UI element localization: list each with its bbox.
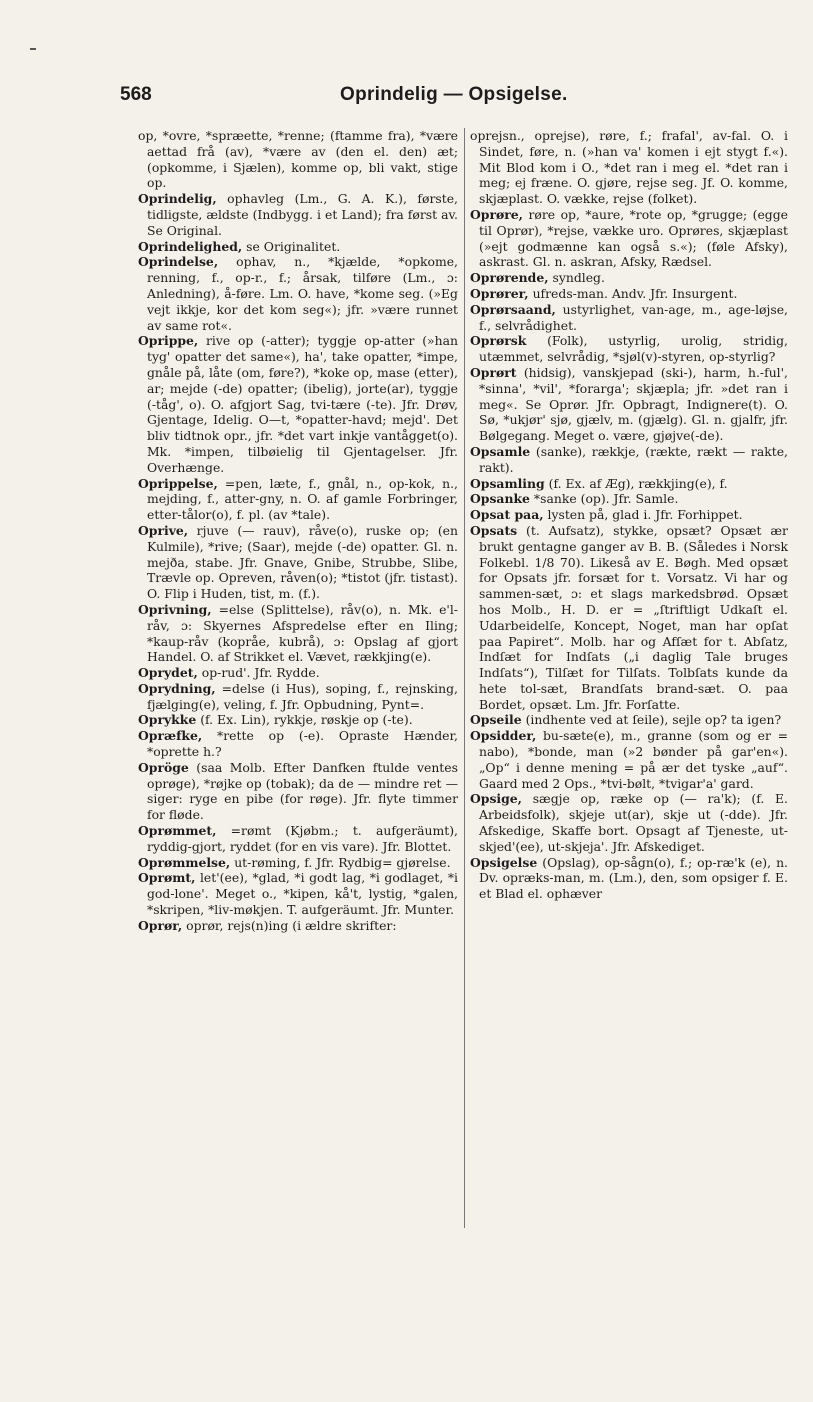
dictionary-entry — [470, 791, 788, 854]
entry-definition: (saa Molb. Efter Danfken ftulde ventes oprøge), *røjke op (tobak); da de — mindre ret — siger: ryge en pibe (for røge). Jfr. flyte timmer for fløde. — [147, 759, 458, 823]
entry-headword: Opsanke — [470, 491, 530, 507]
entry-definition: ut-røming, f. Jfr. Rydbig= gjørelse. — [234, 854, 451, 870]
entry-definition: *sanke (op). Jfr. Samle. — [533, 491, 679, 507]
entry-headword: Opsamling — [470, 475, 545, 491]
entry-headword: Oprører, — [470, 285, 529, 301]
entry-definition: bu-sæte(e), m., granne (som og er = nabo), *bonde, man (»2 bønder på gar'en«). „Op“ i denne mening = på ær det tyske „auf“. Gaard med 2 Ops., *tvi-bølt, *tvigar'a' gard. — [479, 728, 788, 791]
dictionary-entry — [138, 254, 458, 333]
dictionary-entry — [138, 855, 458, 871]
entry-headword: Opsige, — [470, 791, 523, 807]
entry-headword: Opröge — [138, 759, 189, 775]
entry-definition: syndleg. — [552, 270, 605, 286]
entry-headword: Opræfke, — [138, 728, 203, 744]
dictionary-entry — [470, 286, 788, 302]
dictionary-entry — [470, 365, 788, 444]
entry-definition: se Originalitet. — [246, 238, 341, 254]
entry-definition: sægje op, ræke op (— ra'k); (f. E. Arbeidsfolk), skjeje ut(ar), skje ut (-dde). Jfr. Afskedige, Skaffe bort. Opsagt af Tjeneste, ut-skjed'(ee), ut-skjeja'. Jfr. Afskediget. — [479, 791, 788, 854]
entry-definition: oprør, rejs(n)ing (i ældre skrifter: — [186, 917, 397, 933]
dictionary-entry — [470, 712, 788, 728]
entry-headword: Oprømt, — [138, 870, 196, 886]
entry-definition: =rømt (Kjøbm.; t. aufgeräumt), ryddig-gjort, ryddet (for en vis vare). Jfr. Blottet. — [147, 823, 458, 854]
entry-headword: Oprippe, — [138, 333, 199, 349]
entry-definition: op, *ovre, *spræette, *renne; (ftamme fra), *være aettad frå (av), *være av (den el. den) æt; (opkomme, i Sjælen), komme op, bli vakt, stige op. — [138, 128, 458, 191]
entry-headword: Oprippelse, — [138, 475, 218, 491]
entry-headword: Oprørt — [470, 364, 517, 380]
entry-definition: lysten på, glad i. Jfr. Forhippet. — [547, 507, 743, 523]
entry-definition: =else (Splittelse), råv(o), n. Mk. e'l-råv, ɔ: Skyernes Afspredelse efter en Iling; *kaup-råv (kopråe, kubrå), ɔ: Opslag af gjort Handel. O. af Strikket el. Vævet, rækkjing(e). — [147, 601, 458, 665]
entry-definition: (Folk), ustyrlig, urolig, stridig, utæmmet, selvrådig, *sjøl(v)-styren, op-styrlig? — [479, 333, 788, 365]
dictionary-entry — [138, 128, 458, 191]
entry-headword: Oprømmet, — [138, 823, 217, 839]
entry-definition: let'(ee), *glad, *i godt lag, *i godlaget, *i god-lone'. Meget o., *kipen, kå't, lystig, *galen, *skripen, *liv-møkjen. T. aufgeräumt. Jfr. Munter. — [147, 870, 458, 918]
entry-headword: Oprindelighed, — [138, 238, 243, 254]
column-divider — [464, 128, 465, 1228]
dictionary-entry — [138, 665, 458, 681]
entry-definition: ustyrlighet, van-age, m., age-løjse, f., selvrådighet. — [479, 301, 788, 333]
entry-headword: Oprydning, — [138, 680, 216, 696]
dictionary-entry — [138, 602, 458, 665]
entry-headword: Oprivning, — [138, 601, 212, 617]
entry-headword: Oprørsaand, — [470, 301, 556, 317]
dictionary-entry — [470, 728, 788, 791]
entry-definition: (f. Ex. Lin), rykkje, røskje op (-te). — [200, 712, 413, 728]
dictionary-entry — [470, 491, 788, 507]
entry-definition: (hidsig), vanskjepad (ski-), harm, h.-ful', *sinna', *vil', *forarga'; skjæpla; jfr. »det ran i meg«. Se Oprør. Jfr. Opbragt, Indignere(t). O. Sø, *ukjør' sjø, gjælv, m. (gjælg). Gl. n. gjalfr, jfr. Bølgegang. Meget o. være, gjøjve(-de). — [479, 364, 788, 444]
dictionary-entry — [138, 712, 458, 728]
entry-headword: Oprive, — [138, 522, 189, 538]
entry-definition: (Opslag), op-sågn(o), f.; op-ræ'k (e), n. Dv. opræks-man, m. (Lm.), den, som opsiger f. E. et Blad el. ophæver — [479, 854, 788, 902]
entry-headword: Opsigelse — [470, 854, 538, 870]
entry-definition: ophavleg (Lm., G. A. K.), første, tidligste, ældste (Indbygg. i et Land); fra først av. Se Original. — [147, 191, 458, 238]
entry-definition: (t. Aufsatz), stykke, opsæt? Opsæt ær brukt gentagne ganger av B. B. (Således i Norsk Folkebl. 1/8 70). Likeså av E. Bøgh. Med opsæt for Opsats jfr. forsæt for t. Vorsatz. Vi har og sammen-sæt, ɔ: et slags markedsbrød. Opsæt hos Molb., H. D. er = „ſtriftligt Udkaſt el. Udarbeidelſe, Koncept, Noget, man har opſat paa Papiret“. Molb. har og Afſæt for t. Abſatz, Indſæt for Indſats („i daglig Tale bruges Indſats“), Tilſæt for Tilſats. Tolbſats kunde da hete tol-sæt, Brandſats brand-sæt. O. paa Bordet, opsæt. Lm. Jfr. Forſatte. — [479, 522, 788, 712]
right-column — [470, 128, 788, 902]
entry-headword: Oprøre, — [470, 206, 523, 222]
entry-definition: ufreds-man. Andv. Jfr. Insurgent. — [532, 285, 738, 301]
page-mark — [30, 48, 36, 50]
entry-definition: =pen, læte, f., gnål, n., op-kok, n., mejding, f., atter-gny, n. O. af gamle Forbringer, etter-tålor(o), f. pl. (av *tale). — [147, 475, 458, 523]
entry-definition: ophav, n., *kjælde, *opkome, renning, f., op-r., f.; årsak, tilføre (Lm., ɔ: Anledning), å-føre. Lm. O. have, *kome seg. (»Eg vejt ikkje, kor det kom seg«); jfr. »være runnet av same rot«. — [147, 254, 458, 333]
entry-definition: *rette op (-e). Opraste Hænder, *oprette h.? — [147, 728, 458, 760]
dictionary-entry — [138, 333, 458, 475]
dictionary-entry — [470, 270, 788, 286]
entry-definition: rive op (-atter); tyggje op-atter (»han tyg' opatter det same«), ha', take opatter, *impe, gnåle på, låte (om, føre?), *koke op, mase (etter), ar; mejde (-de) opatter; (ibelig), jorte(ar), tyggje (-tåg', o). O. afgjort Sag, tvi-tære (-te). Jfr. Drøv, Gjentage, Idelig. O—t, *opatter-havd; mejd'. Det bliv tidtnok opr., jfr. *det vart inkje vantågget(o). Mk. *impen, tilbøielig til Gjentagelser. Jfr. Overhænge. — [147, 333, 458, 475]
entry-headword: Oprør, — [138, 917, 183, 933]
entry-headword: Oprydet, — [138, 665, 198, 681]
entry-headword: Opsat paa, — [470, 507, 544, 523]
entry-definition: (indhente ved at ſeile), sejle op? ta igen? — [525, 712, 782, 728]
dictionary-entry — [138, 239, 458, 255]
entry-definition: (f. Ex. af Æg), rækkjing(e), f. — [548, 475, 728, 491]
entry-headword: Oprindelig, — [138, 191, 217, 207]
dictionary-entry — [470, 128, 788, 207]
left-column — [138, 128, 458, 934]
entry-definition: oprejsn., oprejse), røre, f.; frafal', av-fal. O. i Sindet, føre, n. (»han va' komen i ejt stygt f.«). Mit Blod kom i O., *det ran i meg el. *det ran i meg; ej fræne. O. gjøre, rejse seg. Jf. O. komme, skjæplast. O. vække, rejse (folket). — [470, 128, 788, 207]
entry-definition: rjuve (— rauv), råve(o), ruske op; (en Kulmile), *rive; (Saar), mejde (-de) opatter. Gl. n. mejða, stabe. Jfr. Gnave, Gnibe, Strubbe, Slibe, Trævle op. Opreven, råven(o); *tistot (jfr. tistast). O. Flip i Huden, tist, m. (f.). — [147, 522, 458, 602]
entry-headword: Oprykke — [138, 712, 197, 728]
entry-headword: Opsats — [470, 522, 518, 538]
dictionary-entry — [138, 476, 458, 523]
running-title: Oprindelig — Opsigelse. — [340, 84, 568, 105]
entry-definition: (sanke), rækkje, (rækte, rækt — rakte, rakt). — [479, 443, 788, 475]
dictionary-entry — [138, 918, 458, 934]
entry-definition: røre op, *aure, *rote op, *grugge; (egge til Oprør), *rejse, vække uro. Oprøres, skjæplast (»ejt godmænne kan også s.«); (føle Afsky), askrast. Gl. n. askran, Afsky, Rædsel. — [479, 206, 788, 270]
dictionary-entry — [138, 728, 458, 760]
dictionary-entry — [138, 870, 458, 917]
dictionary-entry — [138, 760, 458, 823]
entry-headword: Oprindelse, — [138, 254, 219, 270]
dictionary-entry — [138, 191, 458, 238]
dictionary-entry — [470, 444, 788, 476]
page-header — [120, 84, 755, 114]
dictionary-entry — [138, 823, 458, 855]
entry-headword: Oprømmelse, — [138, 854, 231, 870]
entry-headword: Oprørende, — [470, 270, 549, 286]
page-number: 568 — [120, 84, 152, 105]
dictionary-entry — [470, 207, 788, 270]
dictionary-entry — [470, 855, 788, 902]
dictionary-entry — [470, 302, 788, 334]
entry-headword: Oprørsk — [470, 333, 527, 349]
dictionary-entry — [470, 476, 788, 492]
dictionary-entry — [470, 333, 788, 365]
entry-definition: =delse (i Hus), soping, f., rejnsking, fjælging(e), veling, f. Jfr. Opbudning, Pynt=. — [147, 680, 458, 712]
dictionary-entry — [470, 523, 788, 713]
dictionary-entry — [138, 681, 458, 713]
entry-headword: Opseile — [470, 712, 522, 728]
entry-headword: Opsidder, — [470, 728, 537, 744]
dictionary-entry — [470, 507, 788, 523]
entry-headword: Opsamle — [470, 443, 531, 459]
dictionary-entry — [138, 523, 458, 602]
entry-definition: op-rud'. Jfr. Rydde. — [201, 665, 320, 681]
